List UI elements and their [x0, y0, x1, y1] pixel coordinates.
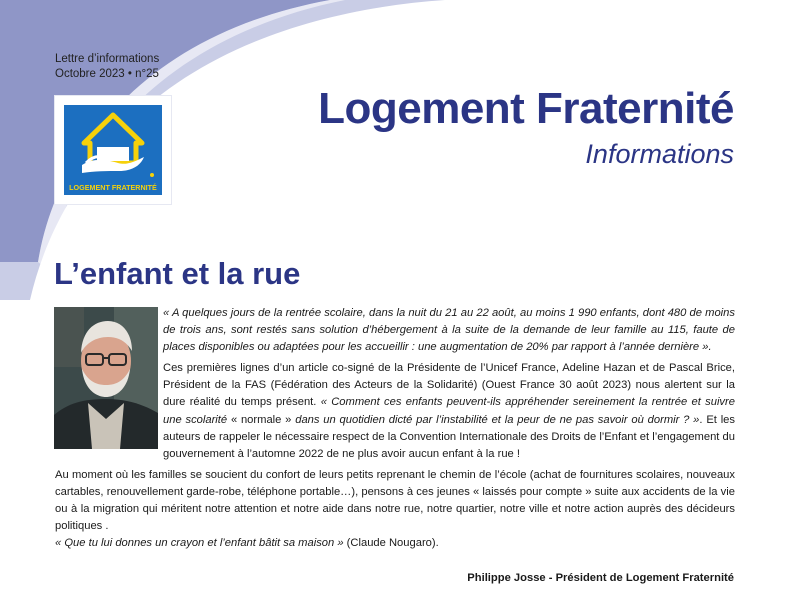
- house-hand-logo-icon: [64, 105, 162, 195]
- article-title: L’enfant et la rue: [54, 256, 301, 291]
- opening-quote: « A quelques jours de la rentrée scolaire, dans la nuit du 21 au 22 août, au moins 1 990 enfants, dont 480 de moins de trois ans, sont restés sans solution d’hébergement à la suite de la demande de leur famille au 115, faute de places disponibles ou adaptées pour les accueillir : une augmentation de 20% par rapport à l’année dernière ».: [163, 307, 735, 354]
- context-quote-b: dans un quotidien dicté par l’instabilité et la peur de ne pas savoir où dormir ? »: [291, 413, 700, 426]
- context-quote-a: « Comment ces enfants peuvent-ils appréhender sereinement la rentrée et suivre une scolarité: [163, 396, 735, 426]
- context-text: Ces premières lignes d’un article co-signé de la Présidente de l’Unicef France, Adeline Hazan et de Pascal Brice, Président de la FAS (Fédération des Acteurs de la Solidarité) (Ouest France 30 août 2023) nous alertent sur la dure réalité du temps présent.: [163, 362, 735, 409]
- nougaro-quote: « Que tu lui donnes un crayon et l’enfant bâtit sa maison »: [55, 537, 344, 550]
- article-paragraph-closing: [55, 467, 735, 552]
- logo-text: LOGEMENT FRATERNITÉ: [69, 183, 157, 192]
- signature: Philippe Josse - Président de Logement Fraternité: [467, 572, 734, 584]
- context-text-end: . Et les auteurs de rappeler le nécessaire respect de la Convention Internationale des Droits de l’Enfant et l’engagement du gouvernement à l’automne 2022 de ne plus avoir aucun enfant à la rue !: [163, 413, 735, 460]
- newsletter-label: Lettre d’informations: [55, 53, 160, 65]
- quote-author: (Claude Nougaro).: [343, 537, 439, 550]
- brand-subtitle: Informations: [585, 139, 734, 169]
- article-body: [55, 305, 735, 556]
- issue-block: [55, 52, 159, 82]
- brand-title: Logement Fraternité: [318, 84, 734, 133]
- logo: [55, 96, 171, 204]
- context-quote-normale: « normale »: [230, 413, 292, 426]
- closing-text: Au moment où les familles se soucient du confort de leurs petits reprenant le chemin de l’école (achat de fournitures scolaires, nouveaux cartables, renouvellement garde-robe, téléphone portable…), pensons à ces jeunes « laissés pour compte » suite aux accidents de la vie ou à la migration qui méritent notre attention et notre aide dans notre rue, notre quartier, notre ville et notre action auprès des décideurs politiques .: [55, 468, 735, 533]
- issue-date: Octobre 2023 • n°25: [55, 68, 159, 80]
